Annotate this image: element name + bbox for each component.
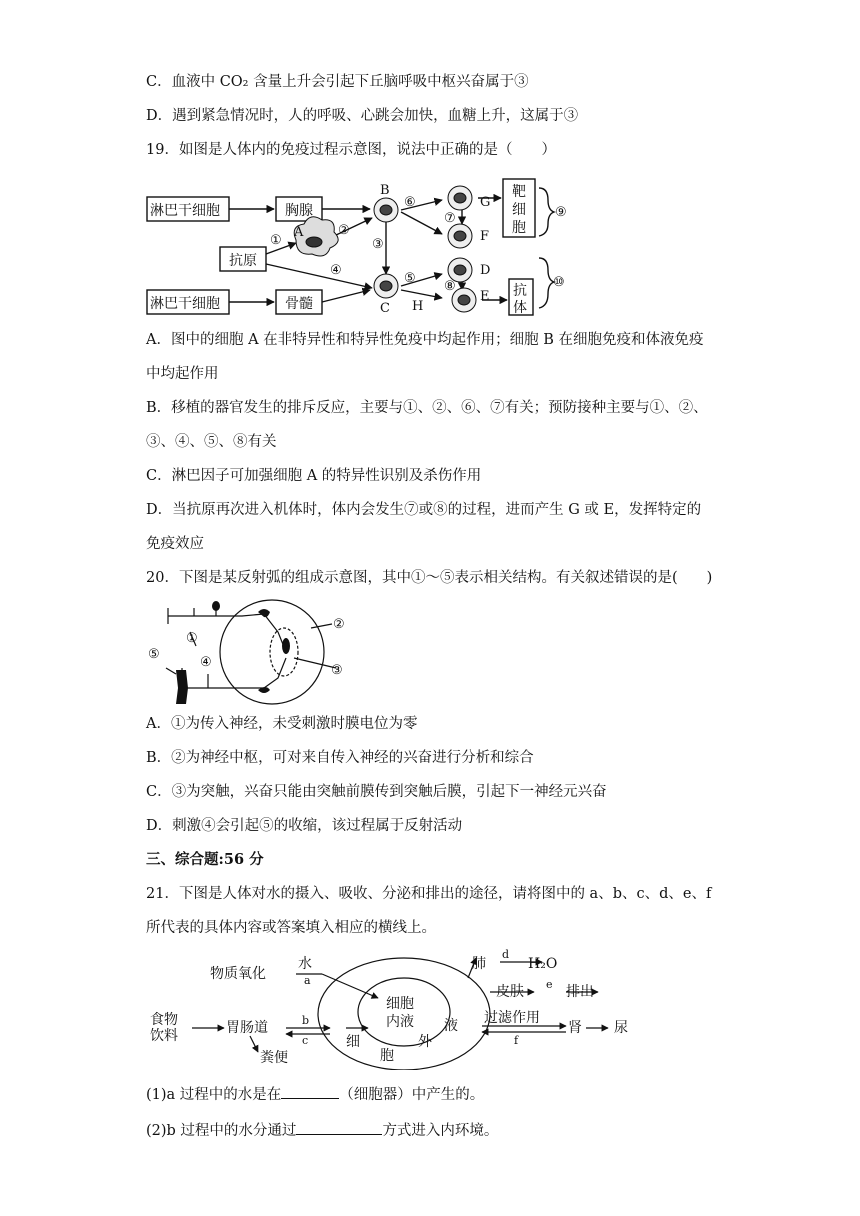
label-a: A [294, 225, 304, 240]
reflex-num-5: ⑤ [148, 647, 160, 662]
water-pathway-diagram [146, 948, 646, 1070]
sub1-suffix: （细胞器）中产生的。 [339, 1087, 485, 1103]
lymph-stem-cell-top-text: 淋巴干细胞 [150, 203, 220, 219]
q20-stem: 20．下图是某反射弧的组成示意图，其中①～⑤表示相关结构。有关叙述错误的是( ) [146, 570, 713, 586]
reflex-num-1: ① [186, 631, 198, 646]
q19-option-a-1: A．图中的细胞 A 在非特异性和特异性免疫中均起作用；细胞 B 在细胞免疫和体液免疫 [146, 332, 704, 348]
target-cell-char-3: 胞 [512, 220, 526, 236]
thymus-text: 胸腺 [285, 203, 313, 219]
q21-sub1 [146, 1084, 484, 1105]
q19-option-a-2: 中均起作用 [146, 366, 219, 382]
q19-option-b-1: B．移植的器官发生的排斥反应，主要与①、②、⑥、⑦有关；预防接种主要与①、②、 [146, 400, 708, 416]
q20-option-b: B．②为神经中枢，可对来自传入神经的兴奋进行分析和综合 [146, 750, 534, 766]
water-text: 水 [298, 956, 312, 972]
target-cell-char-1: 靶 [512, 184, 526, 200]
reflex-num-2: ② [333, 617, 345, 632]
q19-option-b-2: ③、④、⑤、⑧有关 [146, 434, 277, 450]
label-b: B [380, 183, 390, 198]
label-g: G [480, 195, 491, 210]
q18-option-d: D．遇到紧急情况时，人的呼吸、心跳会加快，血糖上升，这属于③ [146, 108, 579, 124]
oxidation-text: 物质氧化 [210, 966, 266, 982]
antigen-text: 抗原 [229, 253, 257, 269]
reflex-arc-diagram [146, 598, 356, 706]
food-text: 食物 [150, 1012, 178, 1028]
sub2-answer-blank[interactable] [296, 1120, 382, 1135]
path-e: e [546, 978, 553, 991]
num-10: ⑩ [553, 275, 565, 290]
q18-option-c: C．血液中 CO₂ 含量上升会引起下丘脑呼吸中枢兴奋属于③ [146, 74, 529, 90]
lung-text: 肺 [472, 956, 486, 972]
target-cell-char-2: 细 [512, 202, 526, 218]
feces-text: 粪便 [260, 1050, 288, 1066]
effector-muscle-shape [176, 670, 188, 704]
extracellular-char-2: 胞 [380, 1048, 394, 1064]
lymph-stem-cell-bottom-text: 淋巴干细胞 [150, 296, 220, 312]
intracellular-fluid-circle [358, 978, 450, 1046]
q19-option-d-1: D．当抗原再次进入机体时，体内会发生⑦或⑧的过程，进而产生 G 或 E，发挥特定的 [146, 502, 702, 518]
intracellular-text-1: 细胞 [386, 996, 414, 1012]
urine-text: 尿 [614, 1020, 628, 1036]
extracellular-char-3: 外 [418, 1034, 432, 1050]
sub1-prefix: (1)a 过程中的水是在 [146, 1087, 282, 1103]
sub2-prefix: (2)b 过程中的水分通过 [146, 1123, 297, 1139]
gi-tract-text: 胃肠道 [226, 1020, 268, 1036]
label-f: F [480, 229, 490, 244]
num-7: ⑦ [444, 211, 456, 226]
q20-option-a: A．①为传入神经，未受刺激时膜电位为零 [146, 716, 418, 732]
reflex-num-4: ④ [200, 655, 212, 670]
label-d: D [480, 263, 491, 278]
q21-stem-2: 所代表的具体内容或答案填入相应的横线上。 [146, 920, 436, 936]
num-1: ① [270, 233, 282, 248]
excrete-text: 排出 [566, 984, 594, 1000]
kidney-text: 肾 [568, 1020, 582, 1036]
num-4: ④ [330, 263, 342, 278]
num-3: ③ [372, 237, 384, 252]
q19-option-c: C．淋巴因子可加强细胞 A 的特异性识别及杀伤作用 [146, 468, 482, 484]
extracellular-char-4: 液 [444, 1018, 458, 1034]
label-c: C [380, 301, 390, 316]
q19-option-d-2: 免疫效应 [146, 536, 204, 552]
path-c: c [302, 1034, 309, 1047]
path-a: a [304, 974, 311, 987]
path-d: d [502, 948, 510, 961]
immune-diagram [146, 178, 576, 318]
extracellular-char-1: 细 [346, 1034, 360, 1050]
num-5: ⑤ [404, 271, 416, 286]
section-three-heading: 三、综合题:56 分 [146, 851, 264, 868]
num-2: ② [338, 223, 350, 238]
h2o-text: H₂O [528, 956, 558, 972]
q20-option-d: D．刺激④会引起⑤的收缩，该过程属于反射活动 [146, 818, 463, 834]
antibody-char-2: 体 [513, 300, 527, 316]
q20-option-c: C．③为突触，兴奋只能由突触前膜传到突触后膜，引起下一神经元兴奋 [146, 784, 607, 800]
num-9: ⑨ [555, 205, 567, 220]
path-f: f [514, 1034, 519, 1047]
q21-stem-1: 21．下图是人体对水的摄入、吸收、分泌和排出的途径，请将图中的 a、b、c、d、e、f [146, 886, 712, 902]
sub1-answer-blank[interactable] [281, 1084, 339, 1099]
reflex-num-3: ③ [331, 663, 343, 678]
filtration-text: 过滤作用 [484, 1010, 540, 1026]
num-8: ⑧ [444, 279, 456, 294]
q19-stem: 19．如图是人体内的免疫过程示意图，说法中正确的是（ ） [146, 142, 556, 158]
label-h: H [412, 299, 424, 314]
bone-marrow-text: 骨髓 [285, 296, 313, 312]
path-b: b [302, 1014, 310, 1027]
intracellular-text-2: 内液 [386, 1014, 414, 1030]
q21-sub2 [146, 1120, 498, 1141]
label-e: E [480, 289, 490, 304]
antibody-char-1: 抗 [513, 283, 527, 299]
sub2-suffix: 方式进入内环境。 [382, 1123, 499, 1139]
drink-text: 饮料 [150, 1028, 178, 1044]
skin-text: 皮肤 [496, 984, 524, 1000]
num-6: ⑥ [404, 195, 416, 210]
